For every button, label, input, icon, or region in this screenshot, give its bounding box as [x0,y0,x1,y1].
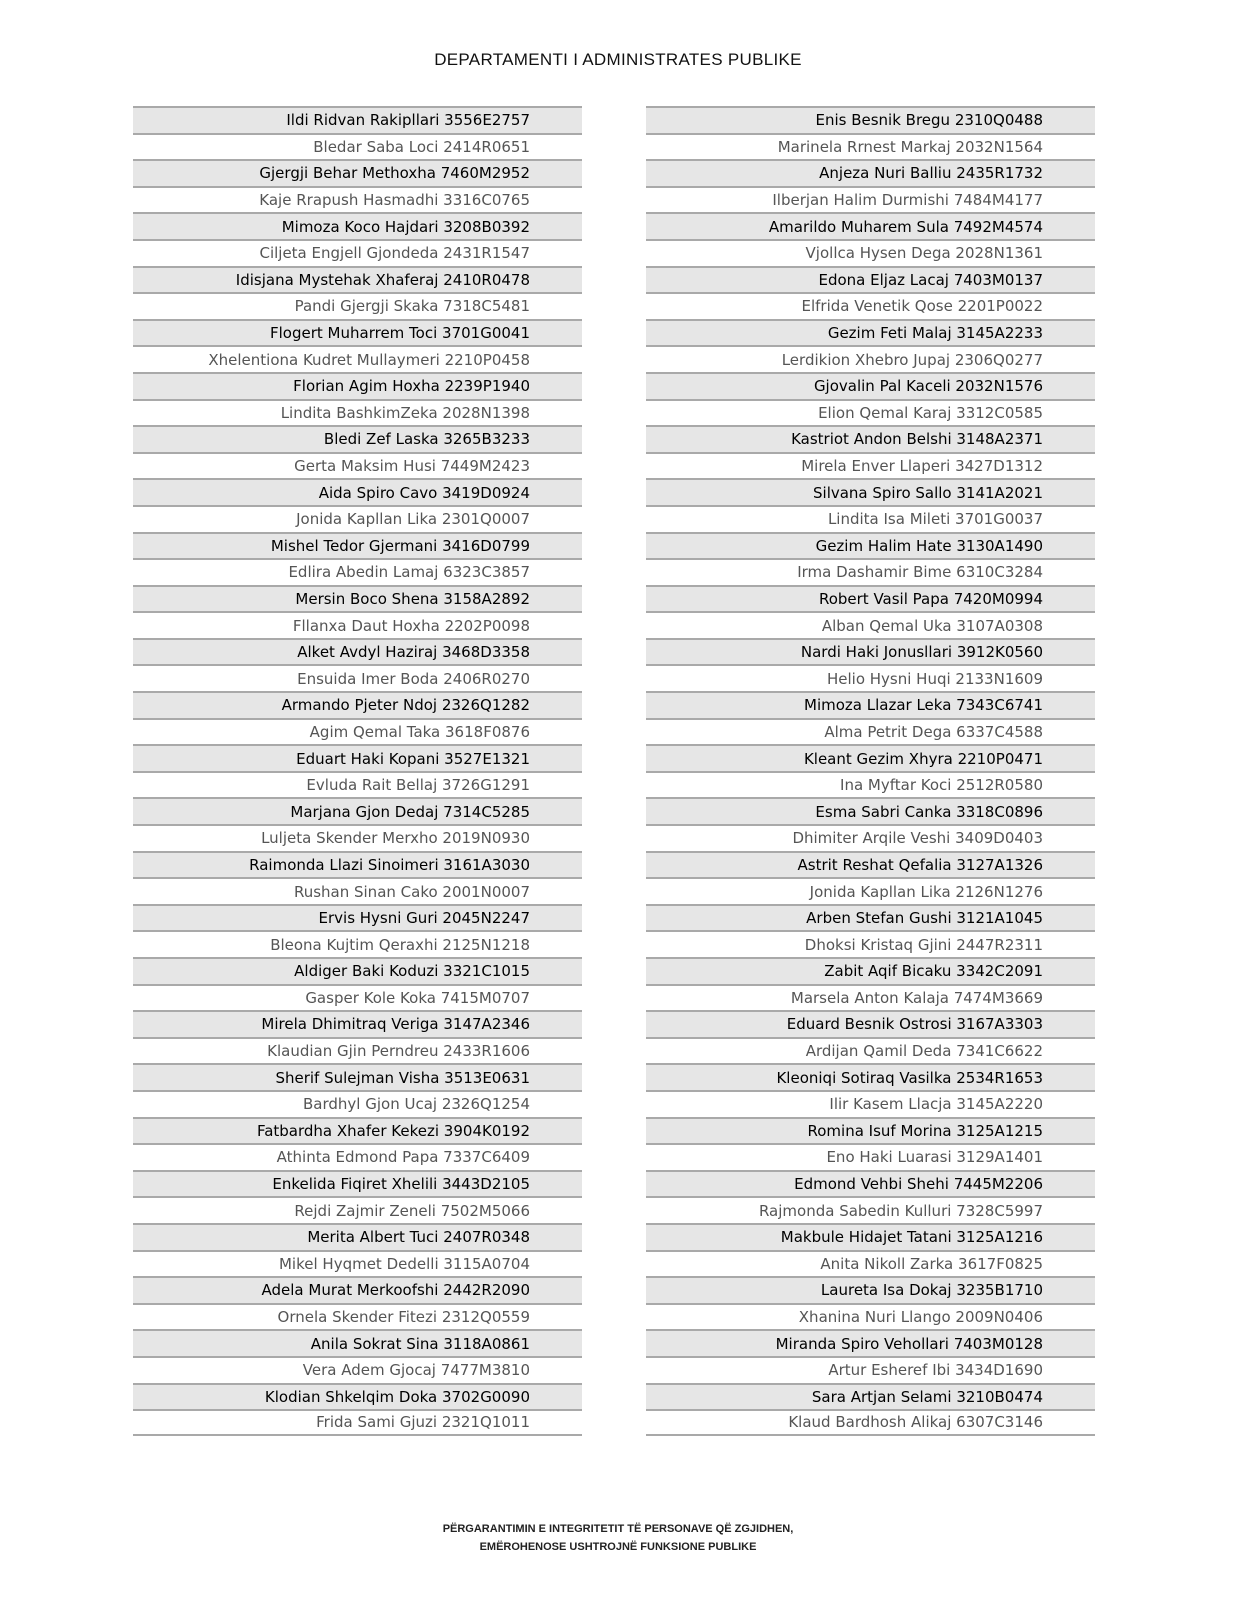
list-item: Sherif Sulejman Visha 3513E0631 [133,1063,582,1090]
list-item: Lindita Isa Mileti 3701G0037 [646,505,1095,532]
list-item: Lerdikion Xhebro Jupaj 2306Q0277 [646,345,1095,372]
list-item: Bledar Saba Loci 2414R0651 [133,133,582,160]
list-item: Laureta Isa Dokaj 3235B1710 [646,1276,1095,1303]
list-item: Aida Spiro Cavo 3419D0924 [133,478,582,505]
list-item: Gjergji Behar Methoxha 7460M2952 [133,159,582,186]
list-item: Kaje Rrapush Hasmadhi 3316C0765 [133,186,582,213]
list-item: Eno Haki Luarasi 3129A1401 [646,1143,1095,1170]
list-item: Fatbardha Xhafer Kekezi 3904K0192 [133,1117,582,1144]
list-item: Rushan Sinan Cako 2001N0007 [133,877,582,904]
list-item: Eduard Besnik Ostrosi 3167A3303 [646,1010,1095,1037]
list-item: Alket Avdyl Haziraj 3468D3358 [133,638,582,665]
list-item: Amarildo Muharem Sula 7492M4574 [646,212,1095,239]
list-item: Ervis Hysni Guri 2045N2247 [133,904,582,931]
list-item: Alban Qemal Uka 3107A0308 [646,611,1095,638]
list-item: Frida Sami Gjuzi 2321Q1011 [133,1409,582,1436]
list-item: Anita Nikoll Zarka 3617F0825 [646,1250,1095,1277]
list-item: Dhimiter Arqile Veshi 3409D0403 [646,824,1095,851]
list-item: Klaudian Gjin Perndreu 2433R1606 [133,1037,582,1064]
list-item: Robert Vasil Papa 7420M0994 [646,585,1095,612]
list-item: Kleant Gezim Xhyra 2210P0471 [646,744,1095,771]
list-item: Vera Adem Gjocaj 7477M3810 [133,1356,582,1383]
list-item: Jonida Kapllan Lika 2126N1276 [646,877,1095,904]
list-item: Elfrida Venetik Qose 2201P0022 [646,292,1095,319]
list-item: Fllanxa Daut Hoxha 2202P0098 [133,611,582,638]
list-item: Kastriot Andon Belshi 3148A2371 [646,425,1095,452]
list-item: Lindita BashkimZeka 2028N1398 [133,399,582,426]
list-item: Makbule Hidajet Tatani 3125A1216 [646,1223,1095,1250]
list-item: Marsela Anton Kalaja 7474M3669 [646,984,1095,1011]
list-item: Klodian Shkelqim Doka 3702G0090 [133,1383,582,1410]
list-item: Vjollca Hysen Dega 2028N1361 [646,239,1095,266]
list-item: Miranda Spiro Vehollari 7403M0128 [646,1329,1095,1356]
list-item: Bardhyl Gjon Ucaj 2326Q1254 [133,1090,582,1117]
list-item: Gerta Maksim Husi 7449M2423 [133,452,582,479]
right-name-list [646,106,1095,1436]
footer-line-2: EMËROHENOSE USHTROJNË FUNKSIONE PUBLIKE [479,1541,757,1553]
list-item: Ilberjan Halim Durmishi 7484M4177 [646,186,1095,213]
list-item: Mersin Boco Shena 3158A2892 [133,585,582,612]
list-item: Eduart Haki Kopani 3527E1321 [133,744,582,771]
list-item: Raimonda Llazi Sinoimeri 3161A3030 [133,851,582,878]
list-item: Mikel Hyqmet Dedelli 3115A0704 [133,1250,582,1277]
list-item: Mishel Tedor Gjermani 3416D0799 [133,532,582,559]
left-name-list [133,106,582,1436]
list-item: Idisjana Mystehak Xhaferaj 2410R0478 [133,266,582,293]
list-item: Rajmonda Sabedin Kulluri 7328C5997 [646,1196,1095,1223]
list-item: Ildi Ridvan Rakipllari 3556E2757 [133,106,582,133]
list-item: Mimoza Llazar Leka 7343C6741 [646,691,1095,718]
list-item: Alma Petrit Dega 6337C4588 [646,718,1095,745]
list-item: Nardi Haki Jonusllari 3912K0560 [646,638,1095,665]
list-item: Silvana Spiro Sallo 3141A2021 [646,478,1095,505]
list-item: Aldiger Baki Koduzi 3321C1015 [133,957,582,984]
list-item: Enkelida Fiqiret Xhelili 3443D2105 [133,1170,582,1197]
list-item: Mirela Enver Llaperi 3427D1312 [646,452,1095,479]
list-item: Gezim Feti Malaj 3145A2233 [646,319,1095,346]
list-item: Anjeza Nuri Balliu 2435R1732 [646,159,1095,186]
list-item: Luljeta Skender Merxho 2019N0930 [133,824,582,851]
list-item: Flogert Muharrem Toci 3701G0041 [133,319,582,346]
list-item: Merita Albert Tuci 2407R0348 [133,1223,582,1250]
list-item: Pandi Gjergji Skaka 7318C5481 [133,292,582,319]
list-item: Athinta Edmond Papa 7337C6409 [133,1143,582,1170]
list-item: Enis Besnik Bregu 2310Q0488 [646,106,1095,133]
list-item: Elion Qemal Karaj 3312C0585 [646,399,1095,426]
list-item: Jonida Kapllan Lika 2301Q0007 [133,505,582,532]
list-item: Astrit Reshat Qefalia 3127A1326 [646,851,1095,878]
list-item: Gezim Halim Hate 3130A1490 [646,532,1095,559]
list-item: Rejdi Zajmir Zeneli 7502M5066 [133,1196,582,1223]
list-item: Armando Pjeter Ndoj 2326Q1282 [133,691,582,718]
list-item: Xhelentiona Kudret Mullaymeri 2210P0458 [133,345,582,372]
list-item: Arben Stefan Gushi 3121A1045 [646,904,1095,931]
list-item: Dhoksi Kristaq Gjini 2447R2311 [646,930,1095,957]
list-item: Ilir Kasem Llacja 3145A2220 [646,1090,1095,1117]
list-item: Ciljeta Engjell Gjondeda 2431R1547 [133,239,582,266]
list-item: Klaud Bardhosh Alikaj 6307C3146 [646,1409,1095,1436]
list-item: Marinela Rrnest Markaj 2032N1564 [646,133,1095,160]
list-item: Evluda Rait Bellaj 3726G1291 [133,771,582,798]
list-item: Florian Agim Hoxha 2239P1940 [133,372,582,399]
list-item: Bledi Zef Laska 3265B3233 [133,425,582,452]
list-item: Anila Sokrat Sina 3118A0861 [133,1329,582,1356]
list-item: Mimoza Koco Hajdari 3208B0392 [133,212,582,239]
list-item: Romina Isuf Morina 3125A1215 [646,1117,1095,1144]
list-item: Agim Qemal Taka 3618F0876 [133,718,582,745]
footer [0,1520,1236,1556]
list-item: Artur Esheref Ibi 3434D1690 [646,1356,1095,1383]
list-item: Helio Hysni Huqi 2133N1609 [646,664,1095,691]
footer-line-1: PËRGARANTIMIN E INTEGRITETIT TË PERSONAVE QË ZGJIDHEN, [442,1523,794,1535]
list-item: Mirela Dhimitraq Veriga 3147A2346 [133,1010,582,1037]
list-item: Esma Sabri Canka 3318C0896 [646,797,1095,824]
list-item: Ornela Skender Fitezi 2312Q0559 [133,1303,582,1330]
list-item: Kleoniqi Sotiraq Vasilka 2534R1653 [646,1063,1095,1090]
list-item: Zabit Aqif Bicaku 3342C2091 [646,957,1095,984]
list-item: Ina Myftar Koci 2512R0580 [646,771,1095,798]
list-item: Edlira Abedin Lamaj 6323C3857 [133,558,582,585]
list-item: Bleona Kujtim Qeraxhi 2125N1218 [133,930,582,957]
list-item: Gjovalin Pal Kaceli 2032N1576 [646,372,1095,399]
list-item: Sara Artjan Selami 3210B0474 [646,1383,1095,1410]
list-item: Adela Murat Merkoofshi 2442R2090 [133,1276,582,1303]
list-item: Xhanina Nuri Llango 2009N0406 [646,1303,1095,1330]
list-item: Gasper Kole Koka 7415M0707 [133,984,582,1011]
list-item: Irma Dashamir Bime 6310C3284 [646,558,1095,585]
page-title: DEPARTAMENTI I ADMINISTRATES PUBLIKE [434,50,802,69]
list-item: Edmond Vehbi Shehi 7445M2206 [646,1170,1095,1197]
list-item: Ardijan Qamil Deda 7341C6622 [646,1037,1095,1064]
list-item: Edona Eljaz Lacaj 7403M0137 [646,266,1095,293]
list-item: Ensuida Imer Boda 2406R0270 [133,664,582,691]
list-item: Marjana Gjon Dedaj 7314C5285 [133,797,582,824]
